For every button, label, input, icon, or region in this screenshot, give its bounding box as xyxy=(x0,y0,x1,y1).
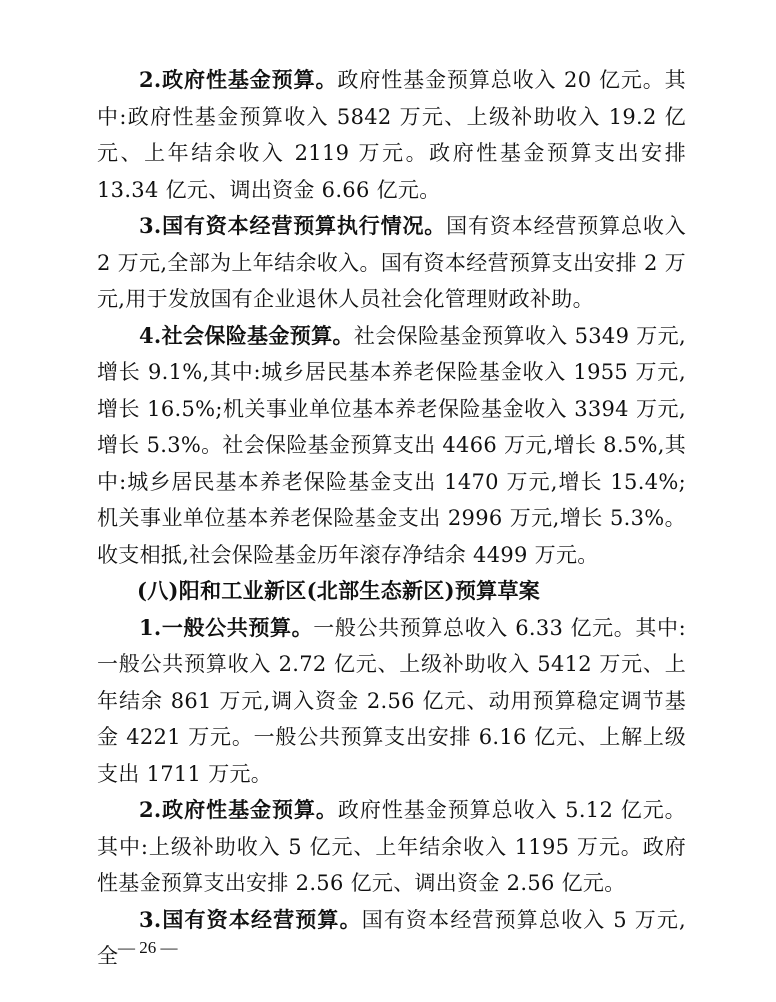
paragraph-state-capital-budget-execution xyxy=(97,208,686,318)
paragraph-lead: 3.国有资本经营预算。 xyxy=(139,906,362,932)
paragraph-body: 国有资本经营预算总收入 2 万元,全部为上年结余收入。国有资本经营预算支出安排 2 万元,用于发放国有企业退休人员社会化管理财政补助。 xyxy=(97,214,686,311)
paragraph-lead: 2.政府性基金预算。 xyxy=(139,67,338,92)
paragraph-government-fund-budget-new-district xyxy=(97,792,686,902)
page-content xyxy=(97,62,686,975)
paragraph-social-insurance-fund-budget xyxy=(97,318,686,574)
paragraph-body: 一般公共预算总收入 6.33 亿元。其中:一般公共预算收入 2.72 亿元、上级补助收入 5412 万元、上年结余 861 万元,调入资金 2.56 亿元、动用预算稳定调节基金 4221 万元。一般公共预算支出安排 6.16 亿元、上解上级支出 1711 万元。 xyxy=(97,615,687,786)
paragraph-lead: 4.社会保险基金预算。 xyxy=(139,322,354,348)
paragraph-state-capital-budget xyxy=(97,902,686,975)
paragraph-general-public-budget xyxy=(97,610,686,793)
paragraph-lead: 2.政府性基金预算。 xyxy=(139,797,338,822)
paragraph-government-fund-budget xyxy=(97,62,686,208)
paragraph-body: 政府性基金预算总收入 5.12 亿元。其中:上级补助收入 5 亿元、上年结余收入 1195 万元。政府性基金预算支出安排 2.56 亿元、调出资金 2.56 亿元。 xyxy=(97,798,686,895)
paragraph-body: 政府性基金预算总收入 20 亿元。其中:政府性基金预算收入 5842 万元、上级补助收入 19.2 亿元、上年结余收入 2119 万元。政府性基金预算支出安排 13.34 亿元、调出资金 6.66 亿元。 xyxy=(97,68,686,202)
paragraph-body: 国有资本经营预算总收入 5 万元,全 xyxy=(97,907,686,968)
section-heading: (八)阳和工业新区(北部生态新区)预算草案 xyxy=(137,578,541,603)
paragraph-lead: 3.国有资本经营预算执行情况。 xyxy=(139,213,447,238)
paragraph-lead: 1.一般公共预算。 xyxy=(139,614,314,640)
page-number: — 26 — xyxy=(118,938,178,957)
paragraph-body: 社会保险基金预算收入 5349 万元,增长 9.1%,其中:城乡居民基本养老保险基金收入 1955 万元,增长 16.5%;机关事业单位基本养老保险基金收入 3394 万元,增长 5.3%。社会保险基金预算支出 4466 万元,增长 8.5%,其中:城乡居民基本养老保险基金支出 1470 万元,增长 15.4%;机关事业单位基本养老保险基金支出 2996 万元,增长 5.3%。收支相抵,社会保险基金历年滚存净结余 4499 万元。 xyxy=(97,323,686,567)
